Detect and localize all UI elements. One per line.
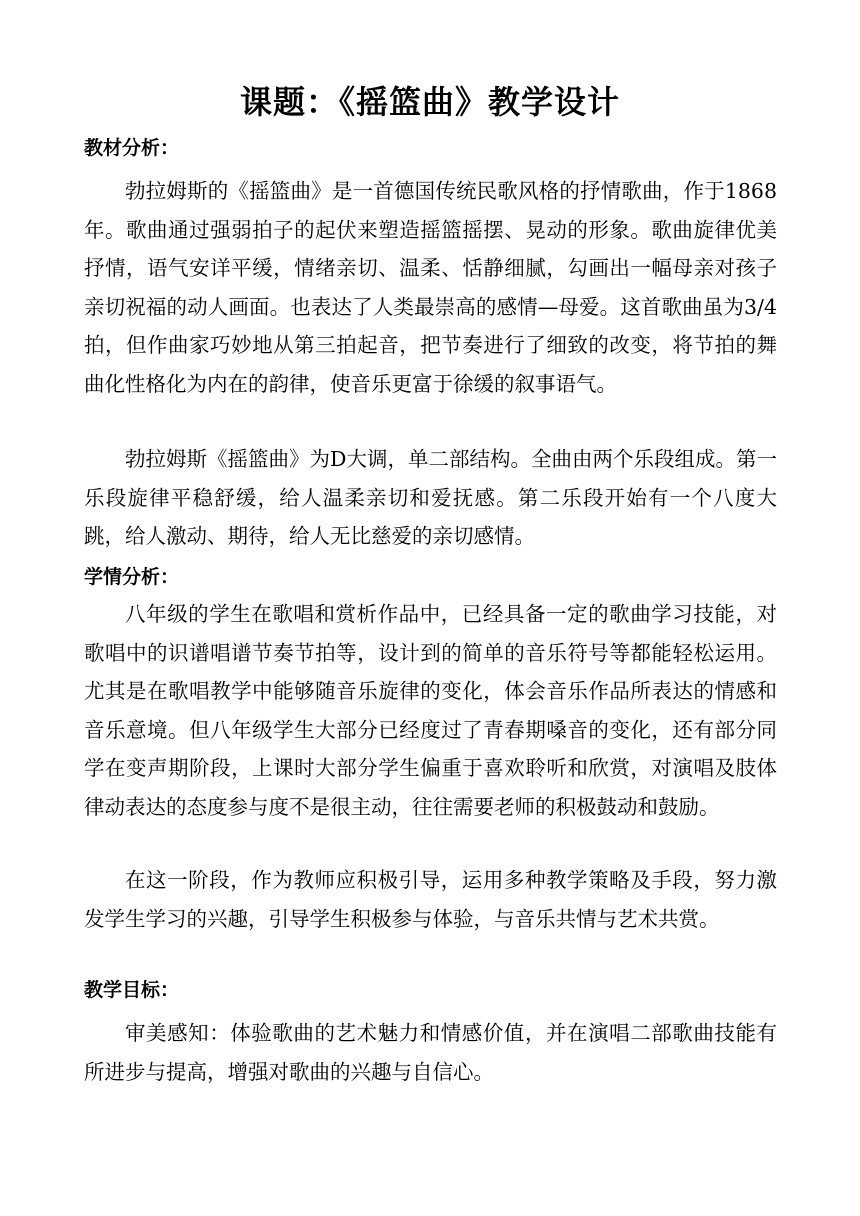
paragraph-textbook-analysis-1: 勃拉姆斯的《摇篮曲》是一首德国传统民歌风格的抒情歌曲，作于1868年。歌曲通过强弱拍子的起伏来塑造摇篮摇摆、晃动的形象。歌曲旋律优美抒情，语气安详平缓，情绪亲切、温柔、恬静细腻，勾画出一幅母亲对孩子亲切祝福的动人画面。也表达了人类最崇高的感情—母爱。这首歌曲虽为3/4拍，但作曲家巧妙地从第三拍起音，把节奏进行了细致的改变，将节拍的舞曲化性格化为内在的韵律，使音乐更富于徐缓的叙事语气。 [84,179,777,396]
paragraph-textbook-analysis-2: 勃拉姆斯《摇篮曲》为D大调，单二部结构。全曲由两个乐段组成。第一乐段旋律平稳舒缓，给人温柔亲切和爱抚感。第二乐段开始有一个八度大跳，给人激动、期待，给人无比慈爱的亲切感情。 [84,447,777,548]
section-heading-teaching-objectives: 教学目标： [84,979,180,1001]
paragraph-student-analysis-1: 八年级的学生在歌唱和赏析作品中，已经具备一定的歌曲学习技能，对歌唱中的识谱唱谱节奏节拍等，设计到的简单的音乐符号等都能轻松运用。尤其是在歌唱教学中能够随音乐旋律的变化，体会音乐作品所表达的情感和音乐意境。但八年级学生大部分已经度过了青春期嗓音的变化，还有部分同学在变声期阶段，上课时大部分学生偏重于喜欢聆听和欣赏，对演唱及肢体律动表达的态度参与度不是很主动，往往需要老师的积极鼓动和鼓励。 [84,602,777,819]
paragraph-teaching-objectives-1: 审美感知：体验歌曲的艺术魅力和情感价值，并在演唱二部歌曲技能有所进步与提高，增强对歌曲的兴趣与自信心。 [84,1021,777,1084]
document-title: 课题：《摇篮曲》教学设计 [239,83,620,121]
section-heading-textbook-analysis: 教材分析： [84,137,180,159]
section-heading-student-analysis: 学情分析： [84,566,180,588]
paragraph-student-analysis-2: 在这一阶段，作为教师应积极引导，运用多种教学策略及手段，努力激发学生学习的兴趣，引导学生积极参与体验，与音乐共情与艺术共赏。 [84,868,777,931]
